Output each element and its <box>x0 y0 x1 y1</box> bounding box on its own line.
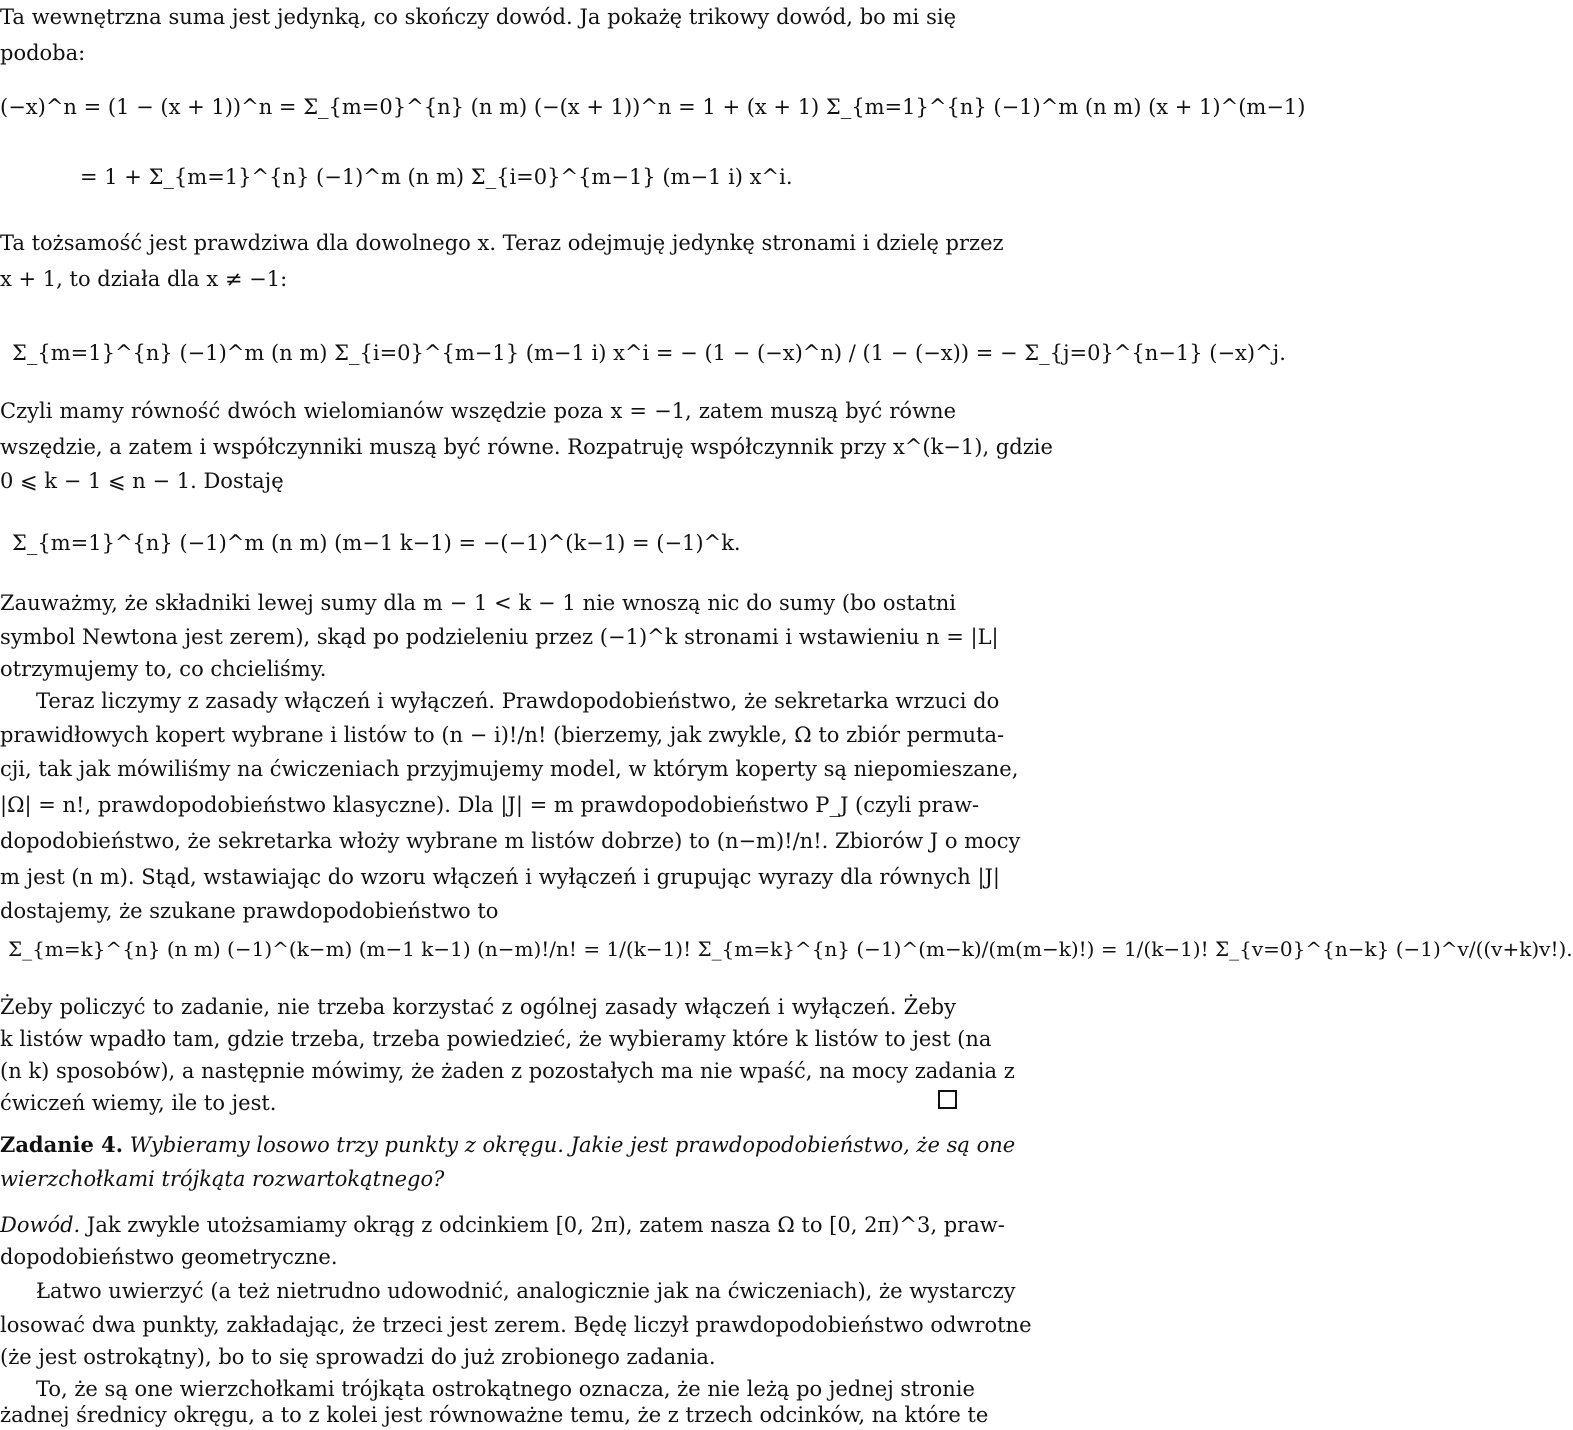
text-line: prawidłowych kopert wybrane i listów to (n − i)!/n! (bierzemy, jak zwykle, Ω to zbiór permuta- <box>0 723 1005 747</box>
text-line: Ta wewnętrzna suma jest jedynką, co skończy dowód. Ja pokażę trikowy dowód, bo mi się <box>0 5 956 29</box>
equation-polynomial-identity: Σ_{m=1}^{n} (−1)^m (n m) Σ_{i=0}^{m−1} (m−1 i) x^i = − (1 − (−x)^n) / (1 − (−x)) = − Σ_{j=0}^{n−1} (−x)^j. <box>12 341 1286 365</box>
text-line: cji, tak jak mówiliśmy na ćwiczeniach przyjmujemy model, w którym koperty są niepomieszane, <box>0 757 1019 781</box>
problem-text-continued: wierzchołkami trójkąta rozwartokątnego? <box>0 1167 445 1191</box>
text-line: Zauważmy, że składniki lewej sumy dla m − 1 < k − 1 nie wnoszą nic do sumy (bo ostatni <box>0 591 956 615</box>
text-line: |Ω| = n!, prawdopodobieństwo klasyczne). Dla |J| = m prawdopodobieństwo P_J (czyli praw- <box>0 793 980 817</box>
text-line: ćwiczeń wiemy, ile to jest. <box>0 1091 277 1115</box>
text-line: symbol Newtona jest zerem), skąd po podzieleniu przez (−1)^k stronami i wstawieniu n = |L| <box>0 625 999 649</box>
text-line: Czyli mamy równość dwóch wielomianów wszędzie poza x = −1, zatem muszą być równe <box>0 399 956 423</box>
problem-heading: Zadanie 4. <box>0 1132 124 1157</box>
text-line: m jest (n m). Stąd, wstawiając do wzoru włączeń i wyłączeń i grupując wyrazy dla równych |J| <box>0 865 1001 889</box>
text-line: To, że są one wierzchołkami trójkąta ostrokątnego oznacza, że nie leżą po jednej stronie <box>36 1377 975 1401</box>
text-line: (n k) sposobów), a następnie mówimy, że żaden z pozostałych ma nie wpaść, na mocy zadania z <box>0 1059 1015 1083</box>
text-line: losować dwa punkty, zakładając, że trzeci jest zerem. Będę liczył prawdopodobieństwo odwrotne <box>0 1313 1032 1337</box>
text-line: (że jest ostrokątny), bo to się sprowadzi do już zrobionego zadania. <box>0 1345 716 1369</box>
text-line: 0 ⩽ k − 1 ⩽ n − 1. Dostaję <box>0 469 284 493</box>
text-line: dostajemy, że szukane prawdopodobieństwo to <box>0 899 499 923</box>
text-line: Teraz liczymy z zasady włączeń i wyłączeń. Prawdopodobieństwo, że sekretarka wrzuci do <box>36 689 1000 713</box>
text-line: żadnej średnicy okręgu, a to z kolei jest równoważne temu, że z trzech odcinków, na które te <box>0 1403 989 1427</box>
problem-statement <box>0 1130 1016 1160</box>
proof-text: Jak zwykle utożsamiamy okrąg z odcinkiem [0, 2π), zatem nasza Ω to [0, 2π)^3, praw- <box>86 1213 1005 1237</box>
text-line: Łatwo uwierzyć (a też nietrudno udowodnić, analogicznie jak na ćwiczeniach), że wystarczy <box>36 1279 1016 1303</box>
text-line: k listów wpadło tam, gdzie trzeba, trzeba powiedzieć, że wybieramy które k listów to jest (na <box>0 1027 992 1051</box>
text-line: otrzymujemy to, co chcieliśmy. <box>0 657 327 681</box>
text-line: dopodobieństwo, że sekretarka włoży wybrane m listów dobrze) to (n−m)!/n!. Zbiorów J o mocy <box>0 829 1021 853</box>
equation-expansion-continued: = 1 + Σ_{m=1}^{n} (−1)^m (n m) Σ_{i=0}^{m−1} (m−1 i) x^i. <box>80 165 793 189</box>
equation-inclusion-exclusion: Σ_{m=k}^{n} (n m) (−1)^(k−m) (m−1 k−1) (n−m)!/n! = 1/(k−1)! Σ_{m=k}^{n} (−1)^(m−k)/(m(m−k)!) = 1/(k−1)! Σ_{v=0}^{n−k} (−1)^v/((v+k)v!). <box>8 937 1573 961</box>
text-line: dopodobieństwo geometryczne. <box>0 1245 338 1269</box>
problem-text: Wybieramy losowo trzy punkty z okręgu. Jakie jest prawdopodobieństwo, że są one <box>129 1133 1016 1157</box>
qed-square-icon <box>938 1090 957 1109</box>
text-line: podoba: <box>0 41 86 65</box>
proof-first-line <box>0 1210 1005 1240</box>
text-line: x + 1, to działa dla x ≠ −1: <box>0 267 288 291</box>
text-line: Żeby policzyć to zadanie, nie trzeba korzystać z ogólnej zasady włączeń i wyłączeń. Żeby <box>0 995 956 1019</box>
equation-expansion: (−x)^n = (1 − (x + 1))^n = Σ_{m=0}^{n} (n m) (−(x + 1))^n = 1 + (x + 1) Σ_{m=1}^{n} (−1)^m (n m) (x + 1)^(m−1) <box>0 95 1306 119</box>
text-line: wszędzie, a zatem i współczynniki muszą być równe. Rozpatruję współczynnik przy x^(k−1), gdzie <box>0 435 1053 459</box>
proof-heading: Dowód. <box>0 1213 81 1237</box>
equation-coefficient: Σ_{m=1}^{n} (−1)^m (n m) (m−1 k−1) = −(−1)^(k−1) = (−1)^k. <box>12 531 741 555</box>
text-line: Ta tożsamość jest prawdziwa dla dowolnego x. Teraz odejmuję jedynkę stronami i dzielę przez <box>0 231 1004 255</box>
